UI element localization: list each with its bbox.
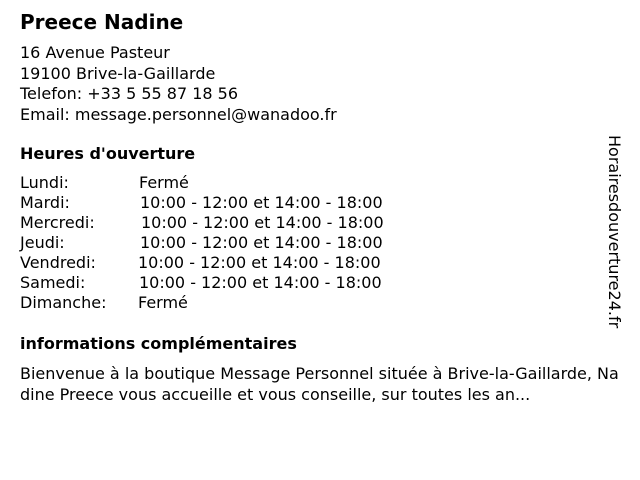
day-label: Dimanche: xyxy=(20,293,107,312)
time-value: Fermé xyxy=(138,293,188,312)
phone-number: Telefon: +33 5 55 87 18 56 xyxy=(20,84,239,103)
time-value: 10:00 - 12:00 et 14:00 - 18:00 xyxy=(139,273,382,292)
day-label: Mercredi: xyxy=(20,213,95,232)
time-value: Fermé xyxy=(139,173,189,192)
business-name: Preece Nadine xyxy=(20,10,184,34)
address-block xyxy=(20,43,337,125)
info-heading: informations complémentaires xyxy=(20,334,297,353)
time-value: 10:00 - 12:00 et 14:00 - 18:00 xyxy=(140,233,383,252)
description-text: Bienvenue à la boutique Message Personnel située à Brive-la-Gaillarde, Nadine Preece vous accueille et vous conseille, sur toutes les an... xyxy=(20,364,619,404)
day-label: Samedi: xyxy=(20,273,86,292)
city-address: 19100 Brive-la-Gaillarde xyxy=(20,63,216,83)
time-value: 10:00 - 12:00 et 14:00 - 18:00 xyxy=(138,253,381,272)
day-label: Mardi: xyxy=(20,193,70,212)
hours-heading: Heures d'ouverture xyxy=(20,144,196,163)
street-address: 16 Avenue Pasteur xyxy=(20,43,170,62)
email-address: Email: message.personnel@wanadoo.fr xyxy=(20,104,337,124)
time-value: 10:00 - 12:00 et 14:00 - 18:00 xyxy=(141,213,384,232)
site-watermark: Horairesdouverture24.fr xyxy=(605,135,624,329)
day-label: Jeudi: xyxy=(20,233,65,252)
day-label: Vendredi: xyxy=(20,253,96,272)
time-value: 10:00 - 12:00 et 14:00 - 18:00 xyxy=(140,193,383,212)
day-label: Lundi: xyxy=(20,173,69,192)
